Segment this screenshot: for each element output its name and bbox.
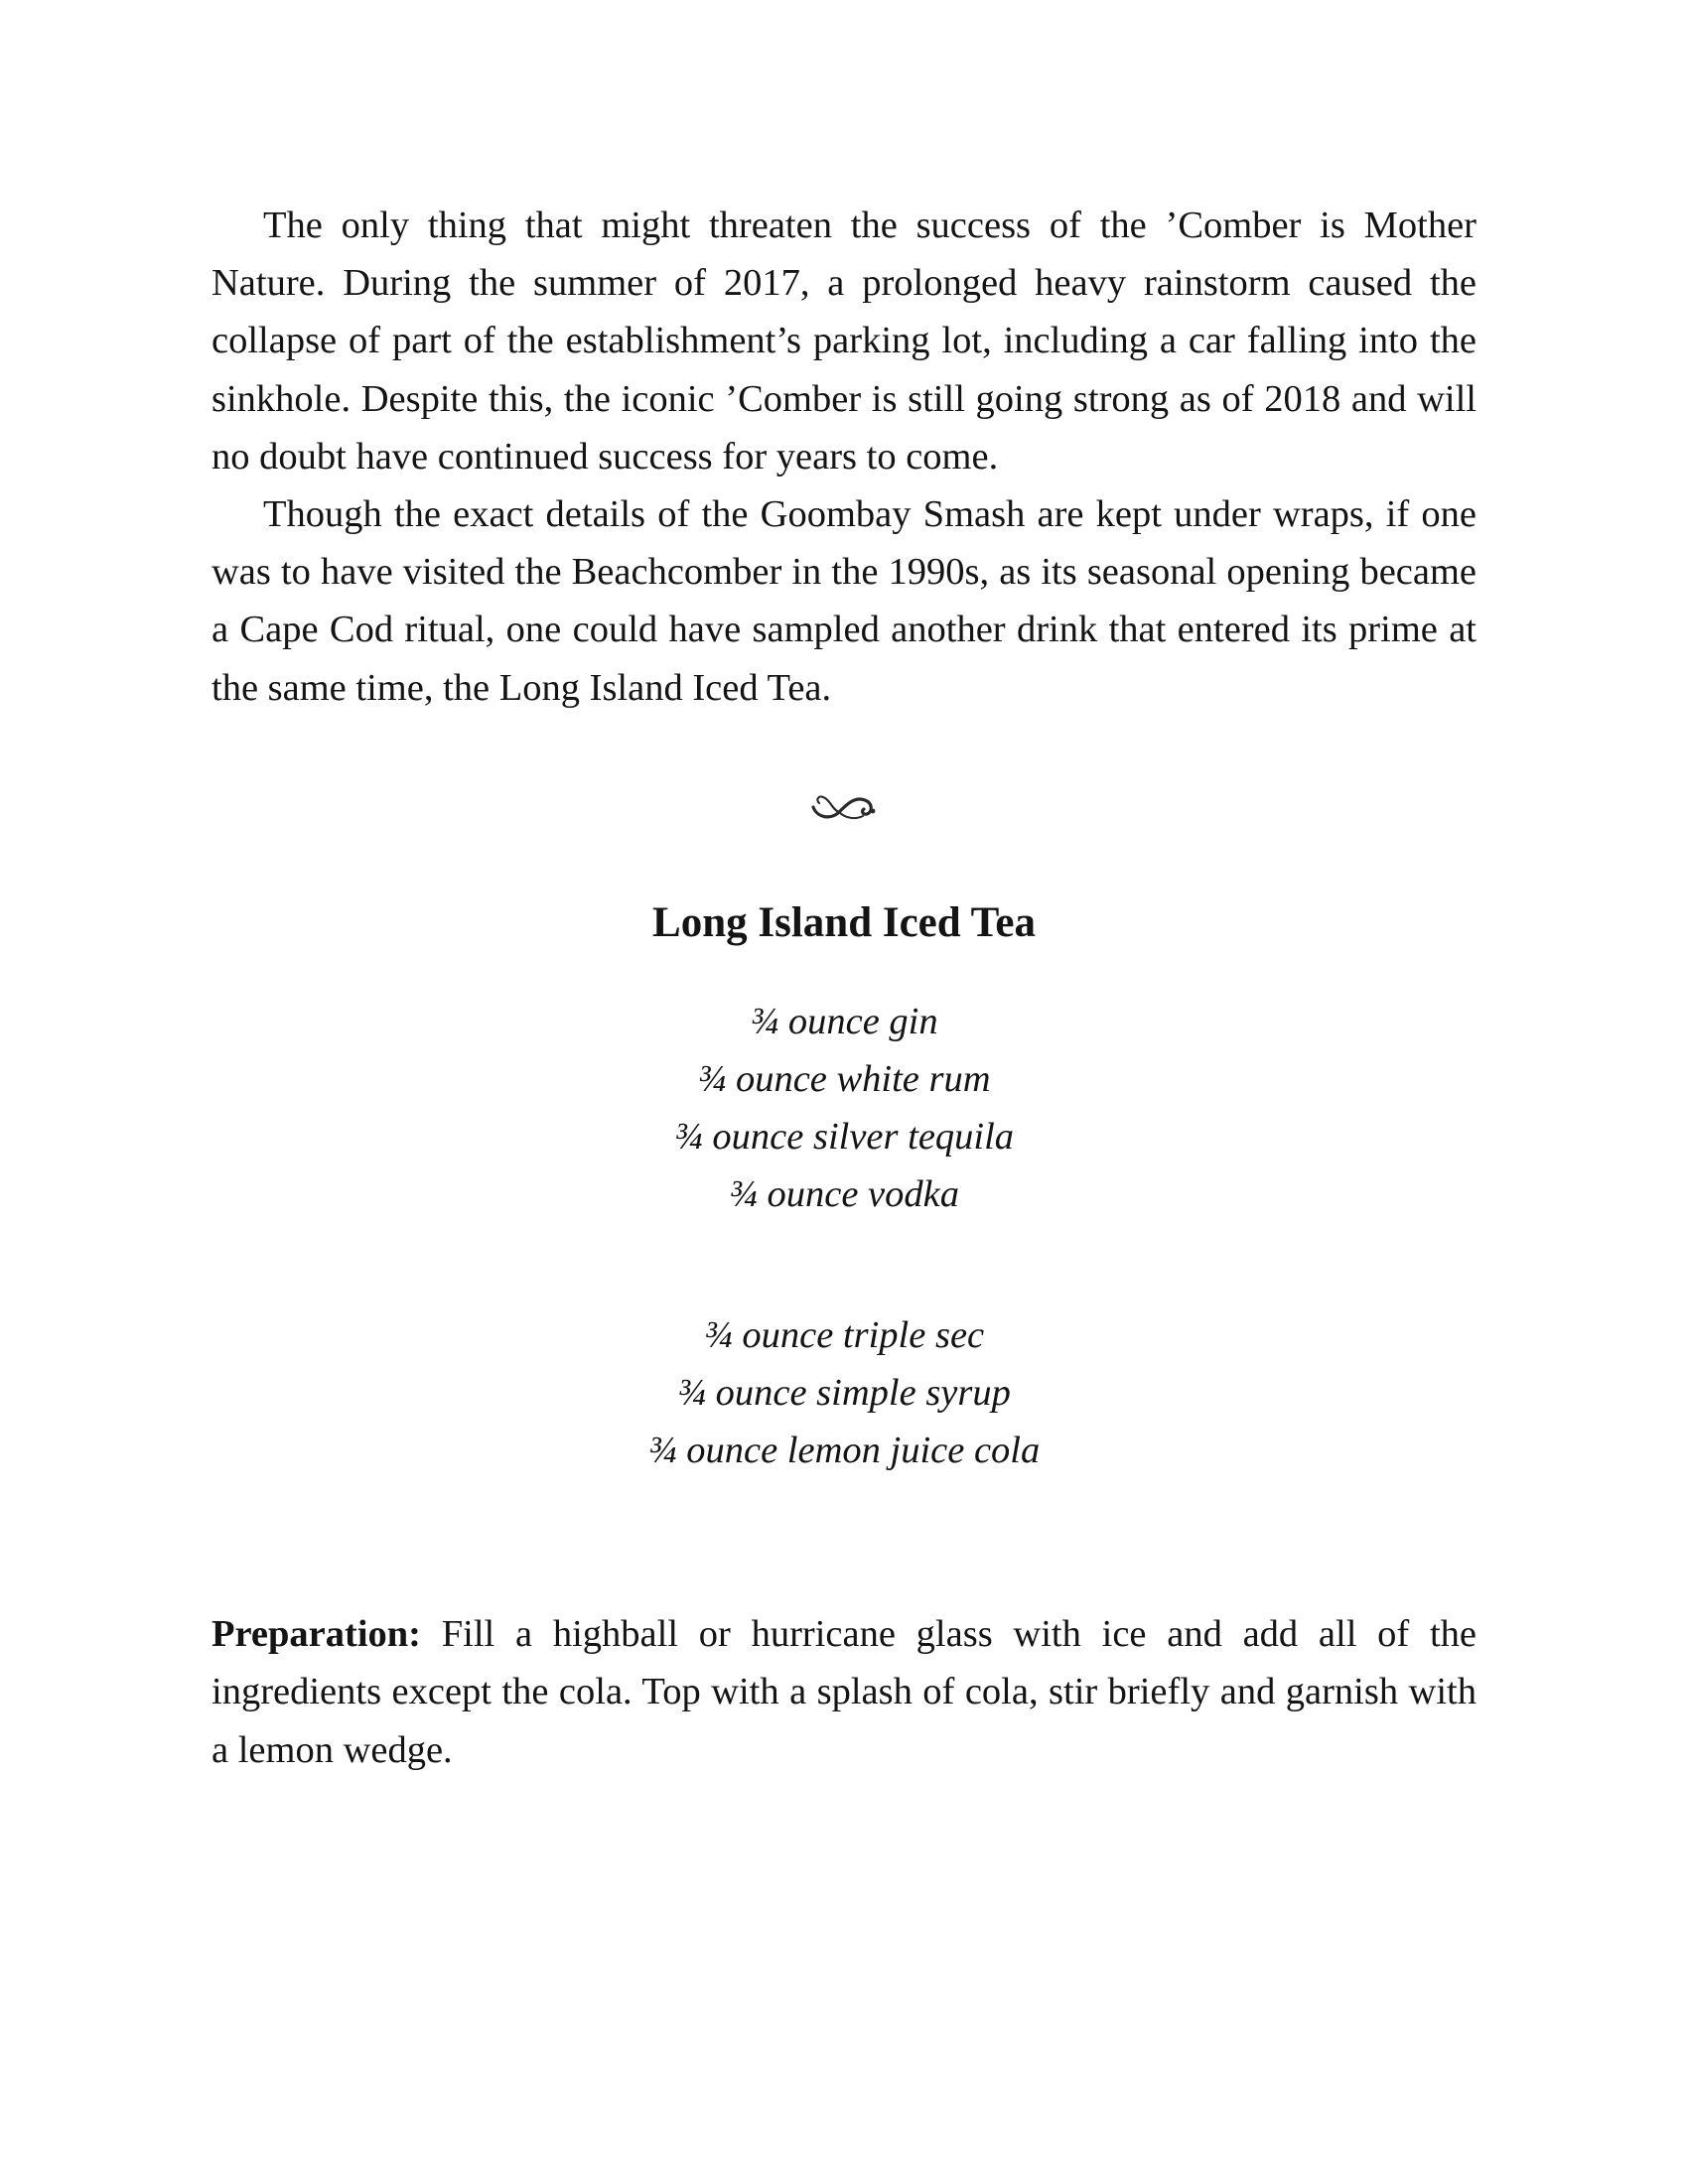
page <box>211 197 1477 1779</box>
recipe-title: Long Island Iced Tea <box>652 898 1036 946</box>
ingredient-item: ¾ ounce silver tequila <box>673 1116 1015 1159</box>
ingredient-item: ¾ ounce simple syrup <box>677 1371 1011 1414</box>
ingredient-list <box>211 993 1477 1224</box>
ingredient-item: ¾ ounce vodka <box>729 1173 959 1216</box>
ingredient-list <box>211 1306 1477 1480</box>
flourish-ornament-icon <box>809 790 879 824</box>
body-paragraph: The only thing that might threaten the success of the ’Comber is Mother Nature. During the summer of 2017, a prolonged heavy rainstorm caused the collapse of part of the establishment’s parking lot, including a car falling into the sinkhole. Despite this, the iconic ’Comber is still going strong as of 2018 and will no doubt have continued success for years to come. <box>211 205 1477 478</box>
preparation-paragraph <box>211 1605 1477 1779</box>
preparation-label: Preparation: <box>211 1613 421 1656</box>
ingredient-item: ¾ ounce triple sec <box>703 1313 985 1356</box>
ingredient-item: ¾ ounce lemon juice cola <box>647 1430 1041 1472</box>
body-paragraph: Though the exact details of the Goombay Smash are kept under wraps, if one was to have visited the Beachcomber in the 1990s, as its seasonal opening became a Cape Cod ritual, one could have sampled another drink that entered its prime at the same time, the Long Island Iced Tea. <box>211 493 1477 709</box>
ingredient-item: ¾ ounce gin <box>750 1000 938 1042</box>
ingredient-item: ¾ ounce white rum <box>697 1058 991 1101</box>
preparation-text: Fill a highball or hurricane glass with ice and add all of the ingredients except the cola. Top with a splash of cola, stir briefly and garnish with a lemon wedge. <box>211 1613 1477 1771</box>
